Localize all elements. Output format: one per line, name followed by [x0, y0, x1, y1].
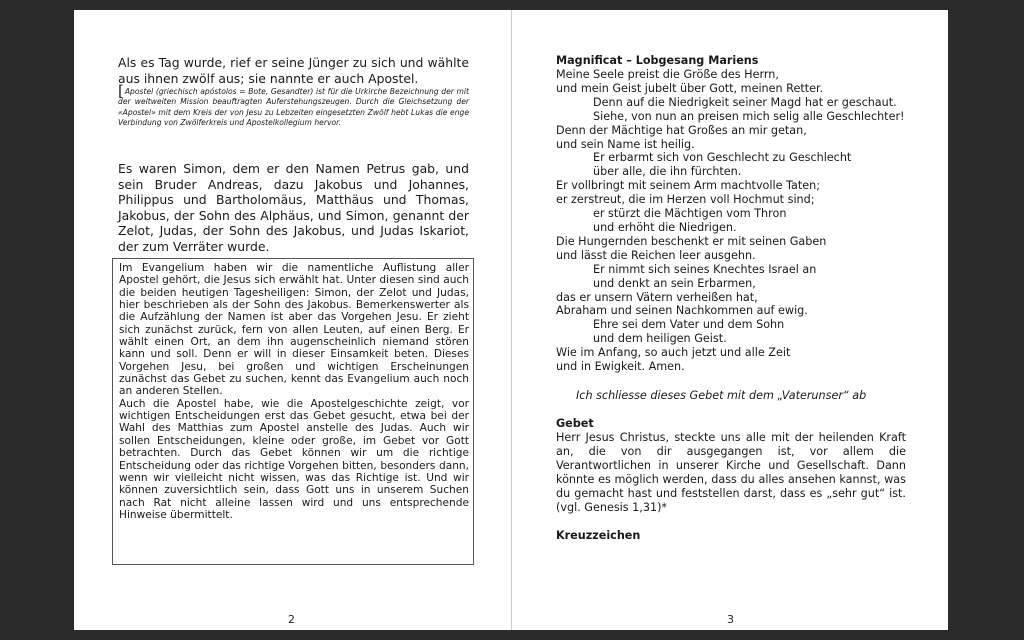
magnificat-line: und denkt an sein Erbarmen,	[593, 276, 756, 290]
apostle-footnote	[118, 82, 469, 128]
magnificat-line: Die Hungernden beschenkt er mit seinen Gaben	[556, 234, 827, 248]
reflection-paragraph-1: Im Evangelium haben wir die namentliche Auflistung aller Apostel gehört, die Jesus sich erwählt hat. Unter diesen sind auch die beiden heutigen Tagesheiligen: Simon, der Zelot und Judas, hier beschrieben als der Sohn des Jakobus. Bemerkenswerter als die Aufzählung der Namen ist aber das Vorgehen Jesu. Er zieht sich zunächst zurück, fern von allen Leuten, auf einen Berg. Er wählt einen Ort, an dem ihn augenscheinlich niemand stören kann und soll. Denn er will in dieser Einsamkeit beten. Dieses Vorgehen Jesu, bei großen und wichtigen Erscheinungen zunächst das Gebet zu suchen, kennt das Evangelium auch noch an anderen Stellen.	[119, 262, 469, 398]
magnificat-line: Siehe, von nun an preisen mich selig alle Geschlechter!	[593, 109, 905, 123]
reflection-box	[112, 258, 474, 565]
reflection-paragraph-2: Auch die Apostel habe, wie die Apostelgeschichte zeigt, vor wichtigen Entscheidungen erst das Gebet gesucht, etwa bei der Wahl des Matthias zum Apostel anstelle des Judas. Auch wir sollen Entscheidungen, kleine oder große, im Gebet vor Gott betrachten. Durch das Gebet können wir um die richtige Entscheidung oder das richtige Vorgehen bitten, besonders dann, wenn wir vielleicht nicht wissen, was das Richtige ist. Und wir können zuversichtlich sein, dass Gott uns in unserem Suchen nach Rat nicht alleine lassen wird und uns entsprechende Hinweise übermittelt.	[119, 397, 469, 521]
magnificat-line: das er unsern Vätern verheißen hat,	[556, 290, 758, 304]
magnificat-line: und sein Name ist heilig.	[556, 137, 695, 151]
closing-note: Ich schliesse dieses Gebet mit dem „Vaterunser“ ab	[576, 389, 867, 402]
magnificat-line: er stürzt die Mächtigen vom Thron	[593, 207, 787, 221]
left-page	[74, 10, 511, 630]
intro-paragraph: Als es Tag wurde, rief er seine Jünger zu sich und wählte aus ihnen zwölf aus; sie nannte er auch Apostel.	[118, 55, 469, 86]
magnificat-line: und dem heiligen Geist.	[593, 332, 727, 346]
magnificat-line: und mein Geist jubelt über Gott, meinen Retter.	[556, 81, 824, 95]
magnificat-line: Denn der Mächtige hat Großes an mir getan,	[556, 123, 807, 137]
page-number-left: 2	[288, 613, 295, 626]
magnificat-line: und in Ewigkeit. Amen.	[556, 360, 685, 374]
right-page	[512, 10, 948, 630]
magnificat-line: er zerstreut, die im Herzen voll Hochmut sind;	[556, 193, 815, 207]
magnificat-line: Meine Seele preist die Größe des Herrn,	[556, 68, 779, 81]
magnificat-line: und erhöht die Niedrigen.	[593, 220, 737, 234]
magnificat-line: Abraham und seinen Nachkommen auf ewig.	[556, 304, 808, 318]
reflection-text	[119, 262, 469, 521]
magnificat-line: Er vollbringt mit seinem Arm machtvolle Taten;	[556, 179, 821, 193]
apostle-footnote-text: Apostel (griechisch apóstolos = Bote, Gesandter) ist für die Urkirche Bezeichnung der mit der weltweiten Mission beauftragten Auferstehungszeugen. Durch die Gleichsetzung der «Apostel» mit dem Kreis der von Jesu zu Lebzeiten eingesetzten Zwölf hebt Lukas die enge Verbindung von Zwölferkreis und Apostelkollegium hervor.	[118, 87, 469, 127]
kreuzzeichen-label: Kreuzzeichen	[556, 529, 641, 542]
magnificat-line: Er erbarmt sich von Geschlecht zu Geschlecht	[593, 151, 852, 165]
magnificat-line: über alle, die ihn fürchten.	[593, 165, 742, 179]
magnificat-line: und lässt die Reichen leer ausgehn.	[556, 248, 756, 262]
apostle-names-paragraph: Es waren Simon, dem er den Namen Petrus gab, und sein Bruder Andreas, dazu Jakobus und Johannes, Philippus und Bartholomäus, Matthäus und Thomas, Jakobus, der Sohn des Alphäus, und Simon, genannt der Zelot, Judas, der Sohn des Jakobus, und Judas Iskariot, der zum Verräter wurde.	[118, 161, 469, 254]
magnificat-line: Er nimmt sich seines Knechtes Israel an	[593, 262, 817, 276]
gebet-title: Gebet	[556, 417, 594, 430]
magnificat-verses	[556, 68, 916, 374]
page-number-right: 3	[727, 613, 734, 626]
gebet-text: Herr Jesus Christus, steckte uns alle mit der heilenden Kraft an, die von dir ausgegangen ist, vor allem die Verantwortlichen in unserer Kirche und Gesellschaft. Dann könnte es möglich werden, dass du alles ansehen kannst, was du gemacht hast und feststellen darst, dass es „sehr gut“ ist. (vgl. Genesis 1,31)*	[556, 431, 906, 514]
note-bracket: [	[118, 82, 124, 100]
magnificat-line: Wie im Anfang, so auch jetzt und alle Zeit	[556, 346, 791, 360]
magnificat-title: Magnificat – Lobgesang Mariens	[556, 54, 759, 67]
magnificat-line: Ehre sei dem Vater und dem Sohn	[593, 318, 785, 332]
magnificat-line: Denn auf die Niedrigkeit seiner Magd hat er geschaut.	[593, 95, 897, 109]
